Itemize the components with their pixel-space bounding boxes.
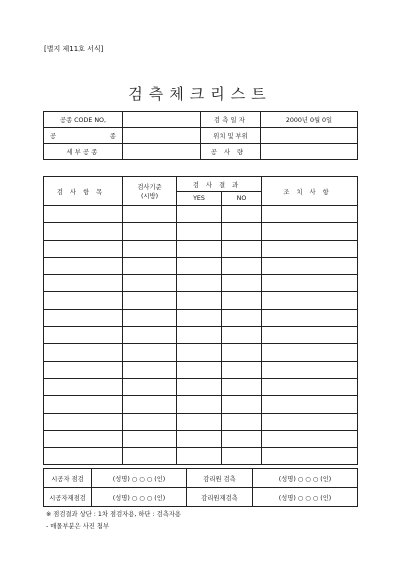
yes-cell[interactable]: [177, 413, 222, 430]
table-row: [44, 223, 358, 240]
yes-cell[interactable]: [177, 240, 222, 257]
table-row: [44, 275, 358, 292]
yes-cell[interactable]: [177, 378, 222, 395]
standard-header-line1: 검사기준: [137, 184, 162, 191]
item-cell[interactable]: [44, 448, 123, 465]
standard-cell[interactable]: [123, 361, 177, 378]
standard-header-line2: (시방): [140, 193, 159, 200]
item-cell[interactable]: [44, 257, 123, 274]
table-row: [44, 413, 358, 430]
action-cell[interactable]: [262, 240, 358, 257]
checklist-rows: [44, 206, 358, 465]
table-row: [44, 206, 358, 223]
no-cell[interactable]: [222, 448, 262, 465]
supervisor-check-label: 감리원 검측: [187, 469, 253, 488]
yes-cell[interactable]: [177, 430, 222, 447]
yes-header: YES: [177, 192, 222, 206]
no-cell[interactable]: [222, 223, 262, 240]
table-row: [44, 378, 358, 395]
form-number: [별지 제11호 서식]: [44, 45, 104, 53]
no-cell[interactable]: [222, 413, 262, 430]
location-label: 위치 및 부위: [201, 128, 261, 144]
yes-cell[interactable]: [177, 223, 222, 240]
action-cell[interactable]: [262, 361, 358, 378]
action-cell[interactable]: [262, 257, 358, 274]
standard-cell[interactable]: [123, 206, 177, 223]
table-row: [44, 448, 358, 465]
action-cell[interactable]: [262, 292, 358, 309]
yes-cell[interactable]: [177, 206, 222, 223]
type-label-second: 종: [109, 133, 116, 140]
contractor-recheck-signature[interactable]: (성명) ○ ○ ○ (인): [92, 488, 187, 507]
standard-cell[interactable]: [123, 292, 177, 309]
note-photo-attachment: - 매몰부분은 사진 첨부: [46, 523, 110, 530]
yes-cell[interactable]: [177, 327, 222, 344]
standard-cell[interactable]: [123, 223, 177, 240]
action-cell[interactable]: [262, 378, 358, 395]
item-cell[interactable]: [44, 378, 123, 395]
no-cell[interactable]: [222, 344, 262, 361]
table-row: [44, 257, 358, 274]
item-cell[interactable]: [44, 327, 123, 344]
action-cell[interactable]: [262, 327, 358, 344]
yes-cell[interactable]: [177, 309, 222, 326]
document-title: 검측체크리스트: [128, 85, 272, 103]
no-cell[interactable]: [222, 361, 262, 378]
no-cell[interactable]: [222, 309, 262, 326]
yes-cell[interactable]: [177, 361, 222, 378]
yes-cell[interactable]: [177, 257, 222, 274]
standard-cell[interactable]: [123, 378, 177, 395]
item-cell[interactable]: [44, 413, 123, 430]
item-cell[interactable]: [44, 361, 123, 378]
table-row: [44, 344, 358, 361]
standard-cell[interactable]: [123, 344, 177, 361]
item-cell[interactable]: [44, 344, 123, 361]
yes-cell[interactable]: [177, 344, 222, 361]
item-cell[interactable]: [44, 206, 123, 223]
standard-cell[interactable]: [123, 309, 177, 326]
type-label: [44, 128, 123, 144]
action-cell[interactable]: [262, 448, 358, 465]
table-row: [44, 396, 358, 413]
no-cell[interactable]: [222, 430, 262, 447]
item-cell[interactable]: [44, 292, 123, 309]
standard-cell[interactable]: [123, 240, 177, 257]
supervisor-recheck-signature[interactable]: (성명) ○ ○ ○ (인): [253, 488, 358, 507]
table-row: [44, 327, 358, 344]
item-cell[interactable]: [44, 275, 123, 292]
supervisor-check-signature[interactable]: (성명) ○ ○ ○ (인): [253, 469, 358, 488]
location-value[interactable]: [261, 128, 358, 144]
no-cell[interactable]: [222, 240, 262, 257]
action-cell[interactable]: [262, 413, 358, 430]
standard-cell[interactable]: [123, 396, 177, 413]
item-cell[interactable]: [44, 309, 123, 326]
code-value[interactable]: [123, 112, 201, 128]
subtype-value[interactable]: [123, 144, 201, 160]
action-cell[interactable]: [262, 275, 358, 292]
contractor-check-label: 시공자 점검: [44, 469, 92, 488]
no-cell[interactable]: [222, 378, 262, 395]
action-cell[interactable]: [262, 344, 358, 361]
standard-cell[interactable]: [123, 327, 177, 344]
table-row: [44, 361, 358, 378]
checklist-table: [43, 176, 358, 465]
table-row: [44, 430, 358, 447]
table-row: [44, 309, 358, 326]
yes-cell[interactable]: [177, 448, 222, 465]
yes-cell[interactable]: [177, 396, 222, 413]
work-qty-label: 공사량: [201, 144, 261, 160]
result-header: 검사결과: [177, 177, 262, 192]
action-cell[interactable]: [262, 309, 358, 326]
work-qty-value[interactable]: [261, 144, 358, 160]
table-row: [44, 240, 358, 257]
code-label: 공종 CODE NO,: [44, 112, 123, 128]
standard-cell[interactable]: [123, 430, 177, 447]
action-cell[interactable]: [262, 223, 358, 240]
subtype-label: 세부공종: [44, 144, 123, 160]
type-label-first: 공: [50, 133, 57, 140]
date-label: 검측일자: [201, 112, 261, 128]
no-header: NO: [222, 192, 262, 206]
item-cell[interactable]: [44, 396, 123, 413]
yes-cell[interactable]: [177, 292, 222, 309]
action-cell[interactable]: [262, 396, 358, 413]
no-cell[interactable]: [222, 396, 262, 413]
standard-cell[interactable]: [123, 257, 177, 274]
no-cell[interactable]: [222, 327, 262, 344]
table-row: [44, 292, 358, 309]
no-cell[interactable]: [222, 257, 262, 274]
standard-cell[interactable]: [123, 413, 177, 430]
action-header: 조치사항: [262, 177, 358, 206]
supervisor-recheck-label: 감리원재검측: [187, 488, 253, 507]
no-cell[interactable]: [222, 292, 262, 309]
signature-table: [43, 468, 358, 507]
action-cell[interactable]: [262, 430, 358, 447]
item-header: 검사항목: [44, 177, 123, 206]
item-cell[interactable]: [44, 240, 123, 257]
yes-cell[interactable]: [177, 275, 222, 292]
no-cell[interactable]: [222, 275, 262, 292]
info-table: [43, 111, 358, 160]
contractor-check-signature[interactable]: (성명) ○ ○ ○ (인): [92, 469, 187, 488]
standard-header: [123, 177, 177, 206]
contractor-recheck-label: 시공자재점검: [44, 488, 92, 507]
type-value[interactable]: [123, 128, 201, 144]
no-cell[interactable]: [222, 206, 262, 223]
standard-cell[interactable]: [123, 448, 177, 465]
item-cell[interactable]: [44, 430, 123, 447]
action-cell[interactable]: [262, 206, 358, 223]
note-inspection-usage: ※ 점검결과 상단 : 1차 점검자용, 하단 : 검측자용: [46, 511, 181, 518]
date-value[interactable]: 2000년 0월 0일: [261, 112, 358, 128]
standard-cell[interactable]: [123, 275, 177, 292]
item-cell[interactable]: [44, 223, 123, 240]
